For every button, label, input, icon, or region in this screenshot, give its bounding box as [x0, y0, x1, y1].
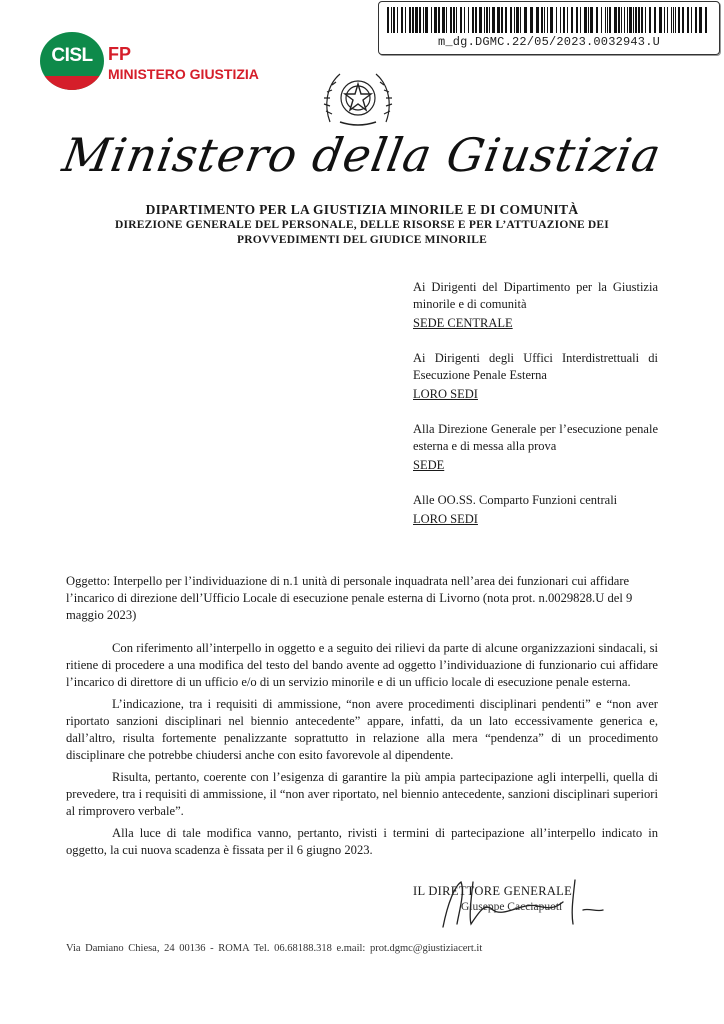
recipient-text: Alle OO.SS. Comparto Funzioni centrali: [413, 493, 618, 507]
recipient-text: Ai Dirigenti degli Uffici Interdistrettuali di Esecuzione Penale Esterna: [413, 351, 658, 382]
recipient-item: [413, 492, 658, 528]
recipient-item: [413, 279, 658, 332]
logo-subtitle: MINISTERO GIUSTIZIA: [108, 66, 259, 82]
logo-cisl-text: CISL: [51, 45, 93, 66]
directorate-line-2: PROVVEDIMENTI DEL GIUDICE MINORILE: [237, 234, 487, 246]
cisl-logo-mark: [40, 32, 104, 90]
recipient-place: SEDE: [413, 458, 445, 472]
handwritten-signature-icon: [413, 872, 633, 932]
recipient-text: Alla Direzione Generale per l’esecuzione penale esterna e di messa alla prova: [413, 422, 658, 453]
cisl-fp-logo: [40, 32, 270, 88]
italian-republic-emblem-icon: [320, 62, 396, 130]
letter-body: [66, 640, 658, 864]
barcode-icon: [387, 7, 711, 33]
body-paragraph: L’indicazione, tra i requisiti di ammissione, “non avere procedimenti disciplinari pendenti” e “non aver riportato sanzioni disciplinari nel biennio antecedente” appare, infatti, da un lato eccessivamente generica e, dall’altro, risulta fortemente penalizzante soprattutto in relazione alla mera “pendenza” di un procedimento disciplinare che potrebbe chiudersi anche con esito favorevole al dipendente.: [66, 697, 658, 762]
subject-line: Oggetto: Interpello per l’individuazione di n.1 unità di personale inquadrata nell’area dei funzionari cui affidare l’incarico di direzione dell’Ufficio Locale di esecuzione penale esterna di Livorno (nota prot. n.0029828.U del 9 maggio 2023): [66, 574, 633, 622]
footer-address: Via Damiano Chiesa, 24 00136 - ROMA Tel. 06.68188.318 e.mail: prot.dgmc@giustiziacert.it: [66, 943, 483, 954]
recipient-place: LORO SEDI: [413, 387, 478, 401]
recipient-place: SEDE CENTRALE: [413, 316, 513, 330]
protocol-stamp: [378, 1, 720, 55]
directorate-line-1: DIREZIONE GENERALE DEL PERSONALE, DELLE RISORSE E PER L’ATTUAZIONE DEI: [115, 219, 609, 231]
ministry-title: Ministero della Giustizia: [58, 128, 666, 182]
body-paragraph: Con riferimento all’interpello in oggetto e a seguito dei rilievi da parte di alcune organizzazioni sindacali, si ritiene di procedere a una modifica del testo del bando avente ad oggetto l’individuazione di funzionario cui affidare l’incarico di direttore di un ufficio e/o di un servizio minorile e di un ufficio locale di esecuzione penale esterna.: [66, 641, 658, 689]
body-paragraph: Alla luce di tale modifica vanno, pertanto, rivisti i termini di partecipazione all’interpello indicato in oggetto, la cui nuova scadenza è fissata per il 6 giugno 2023.: [66, 826, 658, 857]
recipient-place: LORO SEDI: [413, 512, 478, 526]
recipient-item: [413, 350, 658, 403]
recipient-text: Ai Dirigenti del Dipartimento per la Giustizia minorile e di comunità: [413, 280, 658, 311]
recipients-block: [413, 279, 658, 546]
body-paragraph: Risulta, pertanto, coerente con l’esigenza di garantire la più ampia partecipazione agli interpelli, quella di prevedere, tra i requisiti di ammissione, il “non aver riportato, nel biennio antecedente, sanzioni disciplinari superiori al rimprovero verbale”.: [66, 770, 658, 818]
signatory-name: Giuseppe Cacciapuoti: [461, 901, 563, 913]
logo-fp-text: FP: [108, 44, 132, 64]
signatory-title: IL DIRETTORE GENERALE: [413, 884, 573, 898]
department-title: DIPARTIMENTO PER LA GIUSTIZIA MINORILE E DI COMUNITÀ: [145, 202, 579, 217]
recipient-item: [413, 421, 658, 474]
protocol-number: m_dg.DGMC.22/05/2023.0032943.U: [437, 35, 661, 49]
signature-block: [413, 884, 663, 934]
logo-red-stripe: [40, 76, 104, 90]
